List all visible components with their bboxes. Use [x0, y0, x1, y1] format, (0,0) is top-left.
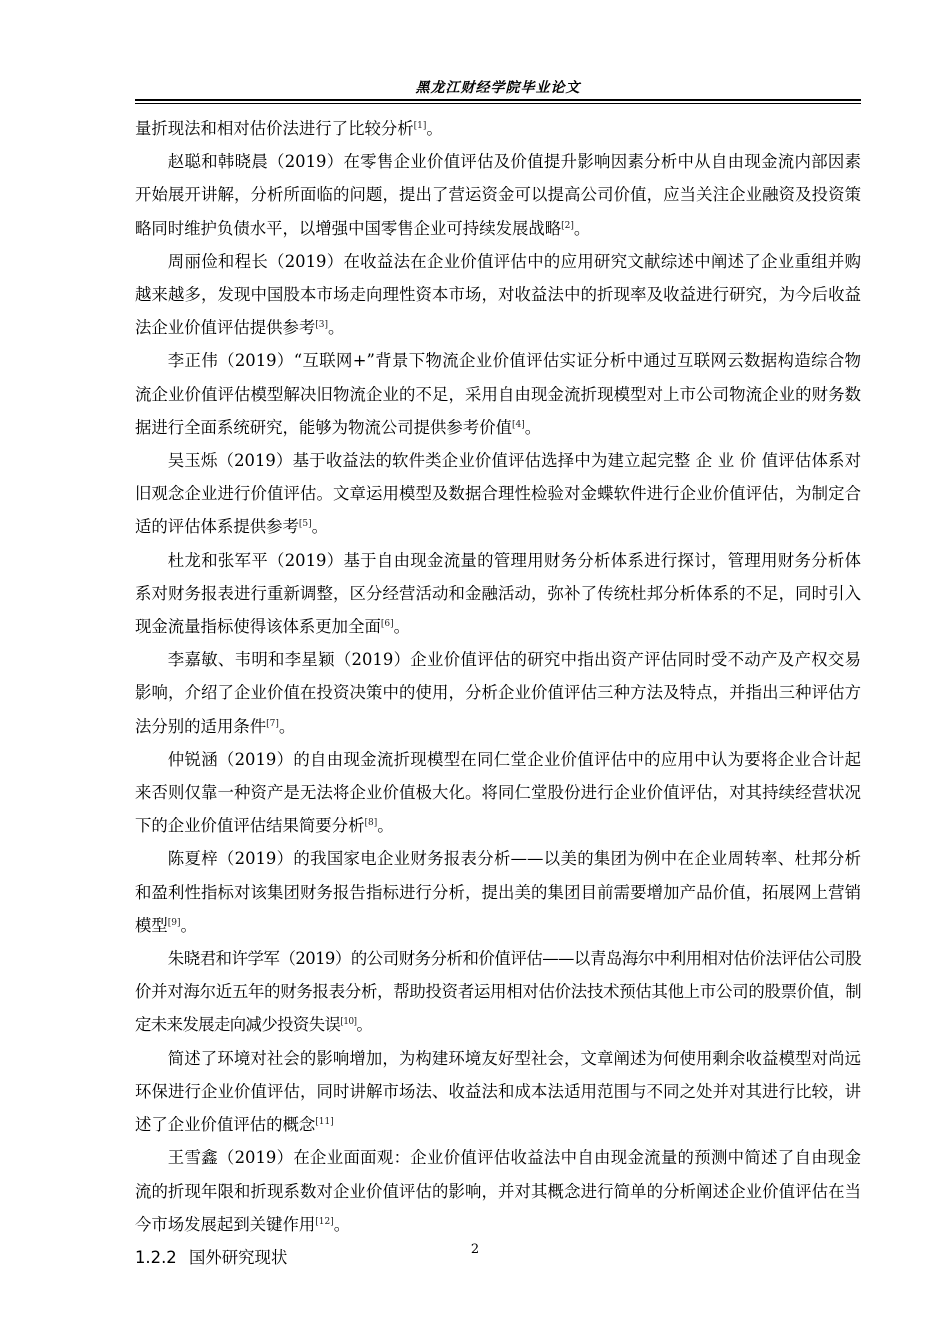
citation-marker: [6] [380, 619, 394, 630]
paragraph: 李嘉敏、韦明和李星颖（2019）企业价值评估的研究中指出资产评估同时受不动产及产权交易影响，介绍了企业价值在投资决策中的使用，分析企业价值评估三种方法及特点，并指出三种评估方法分别的适用条件[7]。 [135, 650, 861, 736]
paragraph: 简述了环境对社会的影响增加，为构建环境友好型社会，文章阐述为何使用剩余收益模型对尚远环保进行企业价值评估，同时讲解市场法、收益法和成本法适用范围与不同之处并对其进行比较，讲述了企业价值评估的概念[11] [135, 1048, 861, 1135]
citation-marker: [2] [561, 220, 574, 231]
header-rule-thin [135, 103, 861, 104]
paragraph: 吴玉烁（2019）基于收益法的软件类企业价值评估选择中为建立起完整 企 业 价 值评估体系对旧观念企业进行价值评估。文章运用模型及数据合理性检验对金蝶软件进行企业价值评估，为制定合适的评估体系提供参考[5]。 [135, 451, 861, 537]
page-header-title: 黑龙江财经学院毕业论文 [415, 80, 581, 96]
citation-marker: [7] [266, 718, 279, 729]
citation-marker: [3] [315, 320, 329, 331]
page-body [135, 112, 861, 1274]
citation-marker: [9] [167, 917, 181, 928]
paragraph: 量折现法和相对估价法进行了比较分析[1]。 [135, 119, 443, 138]
paragraph: 王雪鑫（2019）在企业面面观：企业价值评估收益法中自由现金流量的预测中简述了自由现金流的折现年限和折现系数对企业价值评估的影响，并对其概念进行简单的分析阐述企业价值评估在当今市场发展起到关键作用[12]。 [135, 1148, 861, 1234]
paragraph: 赵聪和韩晓晨（2019）在零售企业价值评估及价值提升影响因素分析中从自由现金流内部因素开始展开讲解，分析所面临的问题，提出了营运资金可以提高公司价值，应当关注企业融资及投资策略同时维护负债水平，以增强中国零售企业可持续发展战略[2]。 [135, 152, 861, 238]
page-number: 2 [470, 1242, 480, 1257]
section-title: 国外研究现状 [189, 1247, 288, 1267]
citation-marker: [4] [511, 419, 525, 430]
citation-marker: [5] [298, 519, 312, 530]
citation-marker: [12] [315, 1216, 334, 1227]
header-rule-thick [135, 99, 861, 101]
citation-marker: [8] [364, 818, 378, 829]
paragraph: 李正伟（2019）“互联网+”背景下物流企业价值评估实证分析中通过互联网云数据构造综合物流企业价值评估模型解决旧物流企业的不足，采用自由现金流折现模型对上市公司物流企业的财务数据进行全面系统研究，能够为物流公司提供参考价值[4]。 [135, 351, 861, 437]
citation-marker: [1] [413, 121, 427, 131]
paragraph: 杜龙和张军平（2019）基于自由现金流量的管理用财务分析体系进行探讨，管理用财务分析体系对财务报表进行重新调整，区分经营活动和金融活动，弥补了传统杜邦分析体系的不足，同时引入现金流量指标使得该体系更加全面[6]。 [135, 550, 861, 637]
paragraph: 仲锐涵（2019）的自由现金流折现模型在同仁堂企业价值评估中的应用中认为要将企业合计起来否则仅靠一种资产是无法将企业价值极大化。将同仁堂股份进行企业价值评估，对其持续经营状况下的企业价值评估结果简要分析[8]。 [135, 749, 861, 836]
citation-marker: [11] [315, 1117, 334, 1128]
citation-marker: [10] [340, 1017, 357, 1028]
section-number: 1.2.2 [135, 1247, 177, 1267]
paragraph: 周丽俭和程长（2019）在收益法在企业价值评估中的应用研究文献综述中阐述了企业重组并购越来越多，发现中国股本市场走向理性资本市场，对收益法中的折现率及收益进行研究，为今后收益法企业价值评估提供参考[3]。 [135, 251, 861, 338]
paragraph: 朱晓君和许学军（2019）的公司财务分析和价值评估——以青岛海尔中利用相对估价法评估公司股价并对海尔近五年的财务报表分析，帮助投资者运用相对估价法技术预估其他上市公司的股票价值，制定未来发展走向减少投资失误[10]。 [135, 949, 861, 1035]
paragraph: 陈夏梓（2019）的我国家电企业财务报表分析——以美的集团为例中在企业周转率、杜邦分析和盈利性指标对该集团财务报告指标进行分析，提出美的集团目前需要增加产品价值，拓展网上营销模型[9]。 [135, 849, 861, 935]
